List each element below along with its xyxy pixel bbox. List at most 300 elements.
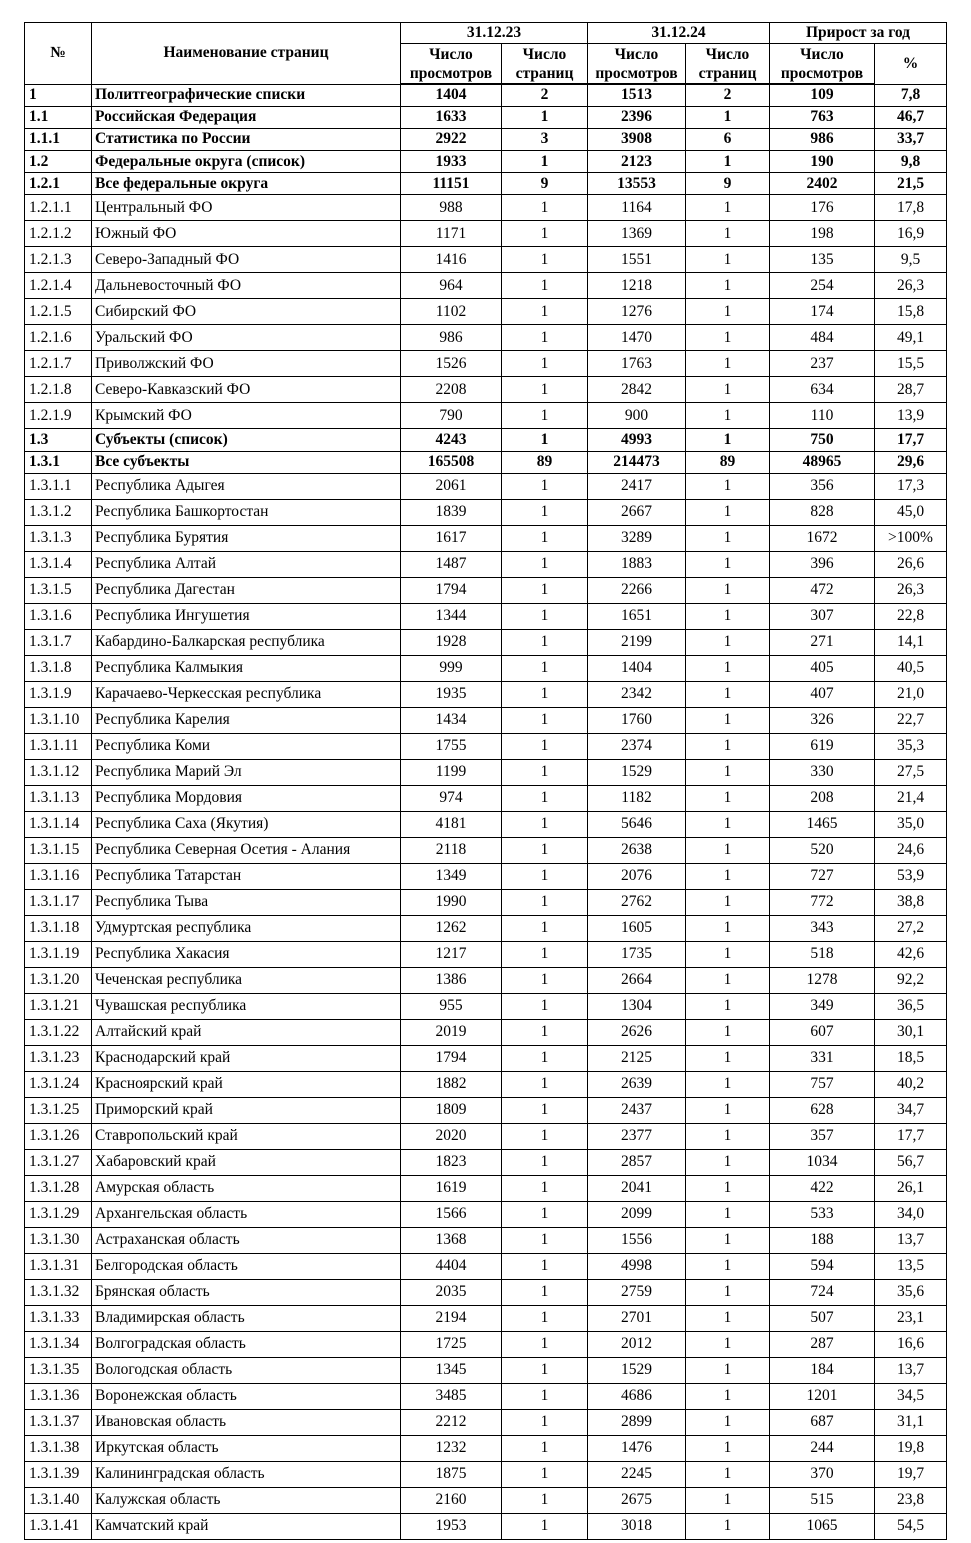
row-views-2023: 1928 [401, 629, 502, 655]
header-views-2023-l2: просмотров [401, 65, 502, 84]
row-views-growth: 1201 [770, 1383, 875, 1409]
row-percent-growth: >100% [875, 525, 947, 551]
row-views-2024: 2437 [588, 1097, 686, 1123]
row-name: Крымский ФО [92, 403, 401, 429]
row-name: Статистика по России [92, 128, 401, 150]
table-row [25, 221, 947, 247]
row-pages-2024: 1 [686, 1461, 770, 1487]
row-views-growth: 48965 [770, 451, 875, 473]
table-row [25, 733, 947, 759]
row-pages-2024: 1 [686, 1435, 770, 1461]
row-code: 1.3 [25, 429, 92, 451]
table-row [25, 499, 947, 525]
row-views-2024: 2377 [588, 1123, 686, 1149]
row-pages-2024: 1 [686, 681, 770, 707]
row-code: 1.3.1.9 [25, 681, 92, 707]
header-number: № [25, 23, 92, 85]
row-code: 1.3.1.31 [25, 1253, 92, 1279]
row-percent-growth: 35,3 [875, 733, 947, 759]
row-code: 1.3.1.41 [25, 1513, 92, 1539]
row-code: 1.3.1.5 [25, 577, 92, 603]
row-views-growth: 828 [770, 499, 875, 525]
row-views-growth: 405 [770, 655, 875, 681]
row-percent-growth: 40,5 [875, 655, 947, 681]
table-row [25, 351, 947, 377]
table-row [25, 863, 947, 889]
row-pages-2023: 1 [502, 837, 588, 863]
row-name: Республика Коми [92, 733, 401, 759]
row-pages-2023: 1 [502, 759, 588, 785]
row-views-growth: 518 [770, 941, 875, 967]
row-percent-growth: 22,8 [875, 603, 947, 629]
row-code: 1.2 [25, 151, 92, 173]
row-pages-2024: 89 [686, 451, 770, 473]
row-percent-growth: 45,0 [875, 499, 947, 525]
row-name: Ивановская область [92, 1409, 401, 1435]
row-pages-2024: 1 [686, 1305, 770, 1331]
row-pages-2024: 1 [686, 351, 770, 377]
row-views-2023: 11151 [401, 173, 502, 195]
row-pages-2024: 9 [686, 173, 770, 195]
row-percent-growth: 17,7 [875, 1123, 947, 1149]
row-views-2023: 2035 [401, 1279, 502, 1305]
row-views-2024: 4686 [588, 1383, 686, 1409]
row-percent-growth: 15,5 [875, 351, 947, 377]
row-name: Республика Ингушетия [92, 603, 401, 629]
row-views-2024: 1404 [588, 655, 686, 681]
row-pages-2023: 1 [502, 811, 588, 837]
row-code: 1.3.1.38 [25, 1435, 92, 1461]
table-row [25, 707, 947, 733]
row-views-2024: 2041 [588, 1175, 686, 1201]
row-name: Республика Дагестан [92, 577, 401, 603]
row-code: 1.3.1.27 [25, 1149, 92, 1175]
row-views-2024: 1651 [588, 603, 686, 629]
row-views-2024: 2842 [588, 377, 686, 403]
row-pages-2023: 1 [502, 473, 588, 499]
row-views-growth: 422 [770, 1175, 875, 1201]
row-views-growth: 109 [770, 84, 875, 106]
row-pages-2024: 1 [686, 707, 770, 733]
row-views-2024: 2762 [588, 889, 686, 915]
row-percent-growth: 13,7 [875, 1227, 947, 1253]
row-views-2024: 1476 [588, 1435, 686, 1461]
row-views-2024: 2701 [588, 1305, 686, 1331]
row-views-2023: 1368 [401, 1227, 502, 1253]
row-views-2023: 3485 [401, 1383, 502, 1409]
row-views-2024: 1182 [588, 785, 686, 811]
row-views-2023: 1839 [401, 499, 502, 525]
row-pages-2023: 1 [502, 655, 588, 681]
table-row [25, 173, 947, 195]
table-row [25, 889, 947, 915]
row-views-2024: 1276 [588, 299, 686, 325]
row-views-growth: 271 [770, 629, 875, 655]
table-row [25, 1227, 947, 1253]
row-pages-2024: 6 [686, 128, 770, 150]
row-views-2024: 3018 [588, 1513, 686, 1539]
row-pages-2024: 1 [686, 1149, 770, 1175]
row-name: Сибирский ФО [92, 299, 401, 325]
row-views-2023: 1619 [401, 1175, 502, 1201]
row-views-2023: 1933 [401, 151, 502, 173]
row-views-2023: 1102 [401, 299, 502, 325]
table-row [25, 195, 947, 221]
row-pages-2023: 1 [502, 915, 588, 941]
row-pages-2023: 1 [502, 1071, 588, 1097]
row-views-2023: 1344 [401, 603, 502, 629]
row-code: 1.3.1.4 [25, 551, 92, 577]
row-pages-2024: 1 [686, 473, 770, 499]
row-pages-2024: 1 [686, 863, 770, 889]
row-code: 1.3.1.39 [25, 1461, 92, 1487]
row-percent-growth: 22,7 [875, 707, 947, 733]
row-name: Республика Северная Осетия - Алания [92, 837, 401, 863]
row-views-growth: 507 [770, 1305, 875, 1331]
row-name: Республика Мордовия [92, 785, 401, 811]
row-code: 1.2.1 [25, 173, 92, 195]
row-percent-growth: 34,0 [875, 1201, 947, 1227]
row-name: Астраханская область [92, 1227, 401, 1253]
row-pages-2023: 1 [502, 195, 588, 221]
row-views-2024: 1735 [588, 941, 686, 967]
row-pages-2024: 1 [686, 1513, 770, 1539]
row-code: 1.2.1.2 [25, 221, 92, 247]
row-code: 1.3.1.16 [25, 863, 92, 889]
table-row [25, 1175, 947, 1201]
header-percent: % [875, 44, 947, 85]
row-pages-2024: 1 [686, 1279, 770, 1305]
row-percent-growth: 23,1 [875, 1305, 947, 1331]
row-code: 1.3.1.13 [25, 785, 92, 811]
table-body [25, 84, 947, 1539]
row-name: Республика Бурятия [92, 525, 401, 551]
header-views-2023-l1: Число [401, 44, 502, 66]
header-page-name: Наименование страниц [92, 23, 401, 85]
row-views-growth: 396 [770, 551, 875, 577]
table-row [25, 247, 947, 273]
row-code: 1.2.1.9 [25, 403, 92, 429]
row-name: Дальневосточный ФО [92, 273, 401, 299]
row-code: 1.3.1.28 [25, 1175, 92, 1201]
row-pages-2024: 1 [686, 1019, 770, 1045]
table-row [25, 299, 947, 325]
row-name: Республика Марий Эл [92, 759, 401, 785]
row-views-2024: 2899 [588, 1409, 686, 1435]
row-views-2024: 1218 [588, 273, 686, 299]
row-views-2023: 2922 [401, 128, 502, 150]
row-name: Калининградская область [92, 1461, 401, 1487]
row-views-growth: 634 [770, 377, 875, 403]
row-pages-2024: 1 [686, 837, 770, 863]
row-views-growth: 750 [770, 429, 875, 451]
row-name: Республика Саха (Якутия) [92, 811, 401, 837]
row-pages-2023: 1 [502, 1097, 588, 1123]
row-percent-growth: 54,5 [875, 1513, 947, 1539]
row-pages-2024: 1 [686, 1201, 770, 1227]
row-views-2024: 5646 [588, 811, 686, 837]
row-views-growth: 607 [770, 1019, 875, 1045]
row-percent-growth: 92,2 [875, 967, 947, 993]
row-pages-2024: 1 [686, 1409, 770, 1435]
row-views-2024: 1605 [588, 915, 686, 941]
row-views-2024: 1470 [588, 325, 686, 351]
row-percent-growth: 33,7 [875, 128, 947, 150]
row-views-growth: 244 [770, 1435, 875, 1461]
row-pages-2024: 1 [686, 499, 770, 525]
row-pages-2023: 1 [502, 1487, 588, 1513]
row-views-growth: 763 [770, 106, 875, 128]
row-pages-2024: 1 [686, 629, 770, 655]
row-percent-growth: 18,5 [875, 1045, 947, 1071]
table-row [25, 429, 947, 451]
row-views-2023: 1794 [401, 577, 502, 603]
row-views-2024: 2417 [588, 473, 686, 499]
row-percent-growth: 36,5 [875, 993, 947, 1019]
table-row [25, 525, 947, 551]
row-percent-growth: 34,7 [875, 1097, 947, 1123]
header-pages-2024-l1: Число [686, 44, 770, 66]
row-views-growth: 184 [770, 1357, 875, 1383]
table-row [25, 1461, 947, 1487]
row-code: 1.2.1.8 [25, 377, 92, 403]
row-code: 1.3.1.29 [25, 1201, 92, 1227]
row-views-2023: 1953 [401, 1513, 502, 1539]
row-percent-growth: 13,5 [875, 1253, 947, 1279]
row-pages-2023: 1 [502, 221, 588, 247]
row-percent-growth: 21,0 [875, 681, 947, 707]
row-name: Все федеральные округа [92, 173, 401, 195]
row-name: Краснодарский край [92, 1045, 401, 1071]
row-views-growth: 190 [770, 151, 875, 173]
header-pages-2024-l2: страниц [686, 65, 770, 84]
row-pages-2023: 1 [502, 525, 588, 551]
row-pages-2023: 1 [502, 247, 588, 273]
row-views-2024: 2667 [588, 499, 686, 525]
row-views-growth: 1065 [770, 1513, 875, 1539]
row-views-growth: 594 [770, 1253, 875, 1279]
row-views-growth: 198 [770, 221, 875, 247]
row-percent-growth: 21,4 [875, 785, 947, 811]
row-pages-2023: 1 [502, 1305, 588, 1331]
row-pages-2024: 1 [686, 941, 770, 967]
row-code: 1.3.1.3 [25, 525, 92, 551]
row-pages-2023: 1 [502, 785, 588, 811]
row-views-2024: 214473 [588, 451, 686, 473]
row-views-2023: 988 [401, 195, 502, 221]
row-code: 1.3.1.12 [25, 759, 92, 785]
row-code: 1.3.1.2 [25, 499, 92, 525]
row-percent-growth: 30,1 [875, 1019, 947, 1045]
row-pages-2024: 1 [686, 551, 770, 577]
row-name: Чеченская республика [92, 967, 401, 993]
row-code: 1.3.1.35 [25, 1357, 92, 1383]
row-name: Республика Тыва [92, 889, 401, 915]
row-name: Волгоградская область [92, 1331, 401, 1357]
row-views-2023: 1990 [401, 889, 502, 915]
row-views-2023: 2061 [401, 473, 502, 499]
table-row [25, 629, 947, 655]
row-views-growth: 1034 [770, 1149, 875, 1175]
row-percent-growth: 13,9 [875, 403, 947, 429]
table-row [25, 1097, 947, 1123]
table-row [25, 603, 947, 629]
row-pages-2024: 1 [686, 993, 770, 1019]
row-pages-2023: 1 [502, 1357, 588, 1383]
row-code: 1.2.1.3 [25, 247, 92, 273]
header-views-2024-l2: просмотров [588, 65, 686, 84]
row-views-growth: 619 [770, 733, 875, 759]
table-row [25, 128, 947, 150]
row-name: Вологодская область [92, 1357, 401, 1383]
row-pages-2023: 1 [502, 1435, 588, 1461]
header-pages-2023-l2: страниц [502, 65, 588, 84]
row-views-growth: 472 [770, 577, 875, 603]
row-views-2024: 2374 [588, 733, 686, 759]
row-pages-2023: 1 [502, 577, 588, 603]
row-pages-2023: 1 [502, 1227, 588, 1253]
row-views-growth: 533 [770, 1201, 875, 1227]
row-name: Республика Башкортостан [92, 499, 401, 525]
row-code: 1.2.1.4 [25, 273, 92, 299]
row-pages-2023: 1 [502, 403, 588, 429]
row-name: Республика Татарстан [92, 863, 401, 889]
row-views-growth: 307 [770, 603, 875, 629]
row-pages-2024: 1 [686, 221, 770, 247]
row-code: 1.3.1.11 [25, 733, 92, 759]
row-pages-2023: 1 [502, 1331, 588, 1357]
row-percent-growth: 26,1 [875, 1175, 947, 1201]
row-percent-growth: 38,8 [875, 889, 947, 915]
row-percent-growth: 27,2 [875, 915, 947, 941]
table-row [25, 1409, 947, 1435]
row-pages-2023: 89 [502, 451, 588, 473]
row-views-2023: 1349 [401, 863, 502, 889]
row-percent-growth: 42,6 [875, 941, 947, 967]
row-name: Белгородская область [92, 1253, 401, 1279]
row-code: 1.3.1.24 [25, 1071, 92, 1097]
row-views-2024: 1513 [588, 84, 686, 106]
row-views-growth: 343 [770, 915, 875, 941]
row-code: 1.3.1.22 [25, 1019, 92, 1045]
header-views-growth-l2: просмотров [770, 65, 875, 84]
table-row [25, 1071, 947, 1097]
row-views-2023: 1755 [401, 733, 502, 759]
row-pages-2024: 1 [686, 1253, 770, 1279]
row-percent-growth: 7,8 [875, 84, 947, 106]
row-code: 1.1 [25, 106, 92, 128]
row-percent-growth: 29,6 [875, 451, 947, 473]
row-name: Карачаево-Черкесская республика [92, 681, 401, 707]
row-views-2023: 955 [401, 993, 502, 1019]
row-percent-growth: 19,7 [875, 1461, 947, 1487]
row-code: 1.3.1.25 [25, 1097, 92, 1123]
row-pages-2024: 1 [686, 273, 770, 299]
row-pages-2023: 1 [502, 941, 588, 967]
row-code: 1.3.1.37 [25, 1409, 92, 1435]
row-pages-2023: 1 [502, 1279, 588, 1305]
row-views-2024: 4998 [588, 1253, 686, 1279]
row-code: 1.3.1.21 [25, 993, 92, 1019]
table-row [25, 1279, 947, 1305]
row-code: 1.2.1.7 [25, 351, 92, 377]
row-views-2024: 1304 [588, 993, 686, 1019]
row-name: Приволжский ФО [92, 351, 401, 377]
table-row [25, 1201, 947, 1227]
row-name: Красноярский край [92, 1071, 401, 1097]
header-growth: Прирост за год [770, 23, 947, 44]
row-pages-2024: 1 [686, 577, 770, 603]
row-pages-2023: 1 [502, 499, 588, 525]
row-views-2024: 13553 [588, 173, 686, 195]
row-views-2024: 2099 [588, 1201, 686, 1227]
table-row [25, 1305, 947, 1331]
row-views-2023: 1794 [401, 1045, 502, 1071]
row-code: 1.3.1.23 [25, 1045, 92, 1071]
row-pages-2023: 1 [502, 1123, 588, 1149]
row-views-2023: 999 [401, 655, 502, 681]
row-percent-growth: 34,5 [875, 1383, 947, 1409]
row-views-2024: 2123 [588, 151, 686, 173]
row-pages-2024: 1 [686, 655, 770, 681]
row-views-2024: 2638 [588, 837, 686, 863]
table-row [25, 106, 947, 128]
row-code: 1.2.1.5 [25, 299, 92, 325]
row-views-2023: 974 [401, 785, 502, 811]
row-views-growth: 356 [770, 473, 875, 499]
table-row [25, 84, 947, 106]
row-percent-growth: 46,7 [875, 106, 947, 128]
row-pages-2023: 1 [502, 351, 588, 377]
row-views-2023: 1345 [401, 1357, 502, 1383]
row-pages-2024: 1 [686, 889, 770, 915]
row-views-2024: 900 [588, 403, 686, 429]
row-code: 1.3.1.8 [25, 655, 92, 681]
row-percent-growth: 21,5 [875, 173, 947, 195]
row-name: Хабаровский край [92, 1149, 401, 1175]
row-name: Иркутская область [92, 1435, 401, 1461]
table-row [25, 785, 947, 811]
row-code: 1.3.1.30 [25, 1227, 92, 1253]
row-code: 1.3.1.34 [25, 1331, 92, 1357]
row-pages-2023: 1 [502, 106, 588, 128]
row-percent-growth: 17,3 [875, 473, 947, 499]
row-percent-growth: 15,8 [875, 299, 947, 325]
row-views-growth: 724 [770, 1279, 875, 1305]
row-name: Центральный ФО [92, 195, 401, 221]
row-name: Приморский край [92, 1097, 401, 1123]
row-views-growth: 174 [770, 299, 875, 325]
table-row [25, 273, 947, 299]
row-views-2023: 2208 [401, 377, 502, 403]
row-views-2024: 2125 [588, 1045, 686, 1071]
row-pages-2023: 1 [502, 1045, 588, 1071]
row-views-2024: 1164 [588, 195, 686, 221]
row-views-growth: 407 [770, 681, 875, 707]
row-views-2023: 1935 [401, 681, 502, 707]
row-pages-2024: 1 [686, 1045, 770, 1071]
row-percent-growth: 9,5 [875, 247, 947, 273]
row-views-2024: 3289 [588, 525, 686, 551]
row-code: 1.3.1.18 [25, 915, 92, 941]
row-pages-2024: 1 [686, 195, 770, 221]
row-views-growth: 520 [770, 837, 875, 863]
row-name: Удмуртская республика [92, 915, 401, 941]
row-name: Республика Калмыкия [92, 655, 401, 681]
table-row [25, 655, 947, 681]
row-percent-growth: 17,8 [875, 195, 947, 221]
row-percent-growth: 49,1 [875, 325, 947, 351]
